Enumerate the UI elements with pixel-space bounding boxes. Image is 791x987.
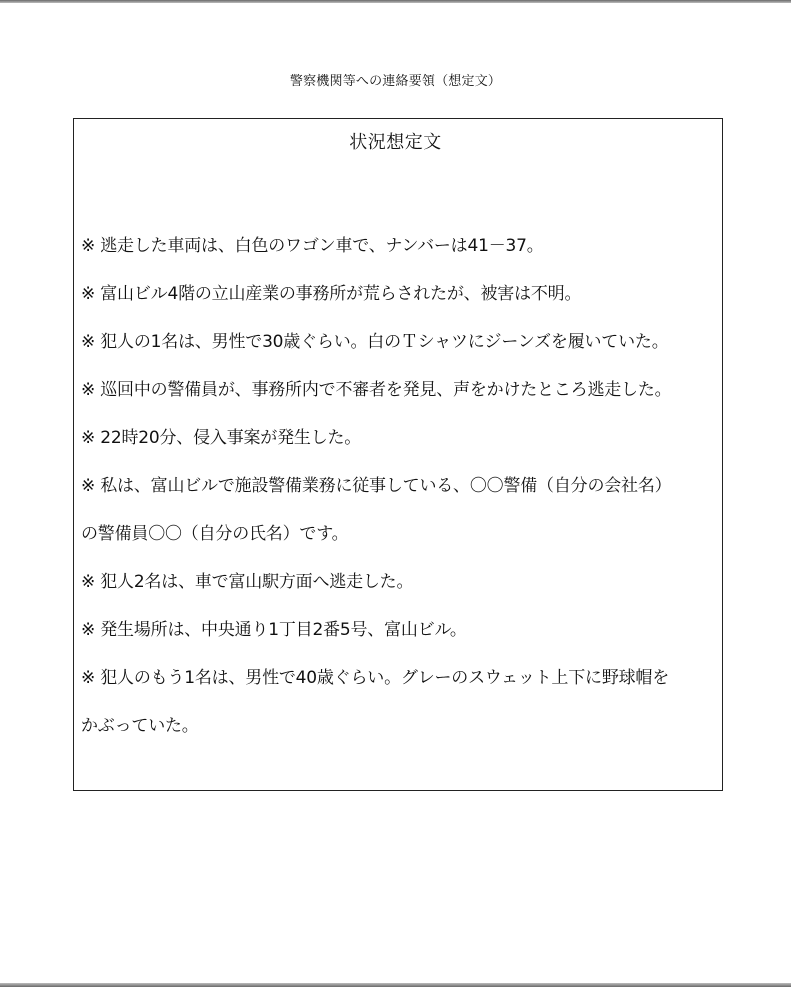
document-title: 警察機関等への連絡要領（想定文）	[289, 74, 502, 89]
scenario-line: ※ 犯人のもう1名は、男性で40歳ぐらい。グレーのスウェット上下に野球帽を	[81, 668, 670, 688]
page-top-edge	[0, 0, 791, 3]
scenario-line: ※ 富山ビル4階の立山産業の事務所が荒らされたが、被害は不明。	[81, 284, 582, 304]
scenario-line: ※ 私は、富山ビルで施設警備業務に従事している、〇〇警備（自分の会社名）	[81, 476, 672, 496]
scenario-line: の警備員〇〇（自分の氏名）です。	[81, 524, 349, 544]
scenario-box-heading: 状況想定文	[349, 132, 442, 153]
scenario-line: ※ 逃走した車両は、白色のワゴン車で、ナンバーは41－37。	[81, 236, 544, 256]
scenario-line: ※ 犯人2名は、車で富山駅方面へ逃走した。	[81, 572, 414, 592]
scenario-line: ※ 巡回中の警備員が、事務所内で不審者を発見、声をかけたところ逃走した。	[81, 380, 672, 400]
scenario-line: ※ 22時20分、侵入事案が発生した。	[81, 428, 362, 448]
scenario-line: かぶっていた。	[81, 716, 199, 736]
scenario-line: ※ 犯人の1名は、男性で30歳ぐらい。白のＴシャツにジーンズを履いていた。	[81, 332, 669, 352]
scenario-line: ※ 発生場所は、中央通り1丁目2番5号、富山ビル。	[81, 620, 467, 640]
scenario-lines	[81, 222, 717, 750]
page-bottom-edge	[0, 983, 791, 987]
